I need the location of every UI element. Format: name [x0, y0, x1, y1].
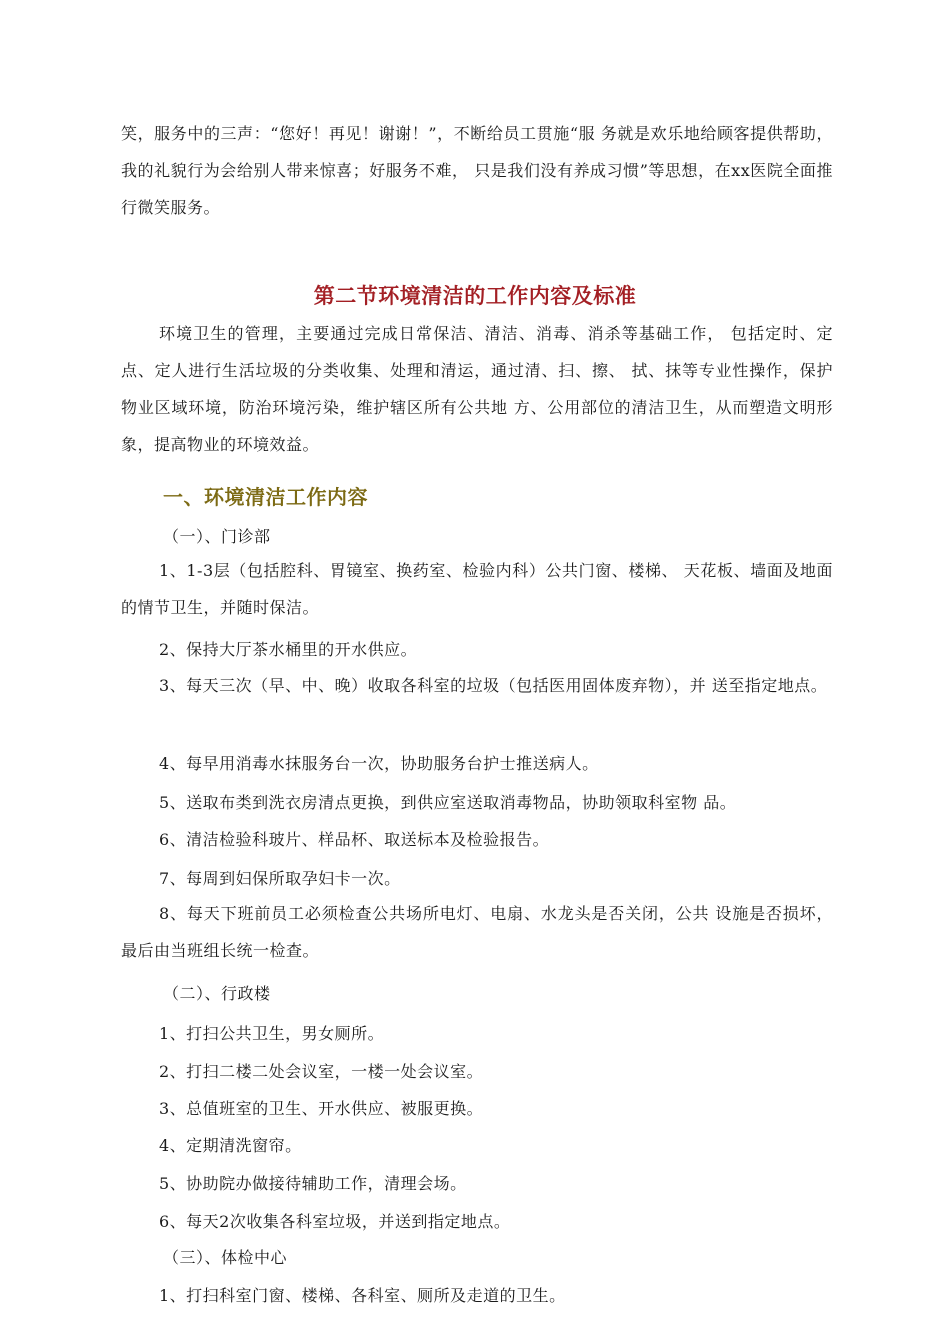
section-intro-paragraph: 环境卫生的管理，主要通过完成日常保洁、清洁、消毒、消杀等基础工作， 包括定时、定点、定人进行生活垃圾的分类收集、处理和清运，通过清、扫、擦、 拭、抹等专业性操作，保护物业区域环境，防治环境污染，维护辖区所有公共地 方、公用部位的清洁卫生，从而塑造文明形象，提高物业的环境效益。 — [121, 324, 833, 454]
list-item: 7、每周到妇保所取孕妇卡一次。 — [159, 869, 401, 888]
subsection-title: 一、环境清洁工作内容 — [163, 485, 368, 509]
list-item: 5、送取布类到洗衣房清点更换，到供应室送取消毒物品，协助领取科室物 品。 — [159, 793, 737, 812]
list-item: 5、协助院办做接待辅助工作，清理会场。 — [159, 1174, 467, 1193]
group-heading-admin-building: （二）、行政楼 — [163, 984, 271, 1003]
section-title: 第二节环境清洁的工作内容及标准 — [313, 283, 637, 308]
list-item: 1、1-3层（包括腔科、胃镜室、换药室、检验内科）公共门窗、楼梯、 天花板、墙面及地面的情节卫生，并随时保洁。 — [121, 561, 833, 617]
list-item: 1、打扫科室门窗、楼梯、各科室、厕所及走道的卫生。 — [159, 1286, 566, 1305]
intro-continuation-paragraph: 笑，服务中的三声：“您好！再见！谢谢！”，不断给员工贯施“服 务就是欢乐地给顾客提供帮助，我的礼貌行为会给别人带来惊喜；好服务不难， 只是我们没有养成习惯”等思想，在xx医院全面推行微笑服务。 — [121, 124, 833, 217]
list-item: 4、每早用消毒水抹服务台一次，协助服务台护士推送病人。 — [159, 754, 599, 773]
list-item: 2、保持大厅茶水桶里的开水供应。 — [159, 640, 418, 659]
list-item: 8、每天下班前员工必须检查公共场所电灯、电扇、水龙头是否关闭，公共 设施是否损坏，最后由当班组长统一检查。 — [121, 904, 833, 960]
group-heading-outpatient: （一）、门诊部 — [163, 527, 271, 546]
list-item: 6、每天2次收集各科室垃圾，并送到指定地点。 — [159, 1212, 511, 1231]
list-item: 6、清洁检验科玻片、样品杯、取送标本及检验报告。 — [159, 830, 550, 849]
list-item: 4、定期清洗窗帘。 — [159, 1136, 302, 1155]
list-item: 2、打扫二楼二处会议室，一楼一处会议室。 — [159, 1062, 484, 1081]
list-item: 3、每天三次（早、中、晚）收取各科室的垃圾（包括医用固体废弃物），并 送至指定地点。 — [159, 676, 828, 695]
list-item: 3、总值班室的卫生、开水供应、被服更换。 — [159, 1099, 484, 1118]
group-heading-health-check-center: （三）、体检中心 — [163, 1248, 288, 1267]
list-item: 1、打扫公共卫生，男女厕所。 — [159, 1024, 385, 1043]
